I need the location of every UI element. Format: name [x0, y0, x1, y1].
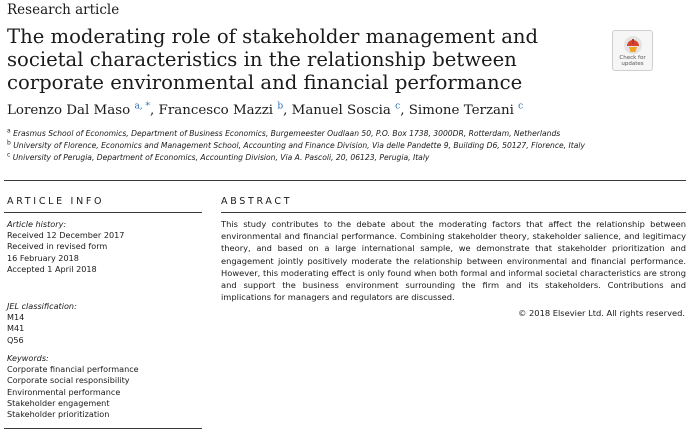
jel-code: M41 — [7, 323, 25, 334]
affiliation-a: $^a$ Erasmus School of Economics, Department of Business Economics, Burgemeester Oudlaan 50, P.O. Box 1738, 3000DR, Rotterdam, Netherlands — [7, 127, 561, 138]
author-name[interactable]: Manuel Soscia — [291, 103, 391, 118]
author-name[interactable]: Lorenzo Dal Maso — [7, 103, 131, 118]
article-info-heading: ARTICLE INFO — [7, 196, 105, 207]
abstract-text: This study contributes to the debate about the moderating factors that affect the relationship between environmental and financial performance. Combining stakeholder theory, stakeholder salience, and legitimacy theory, and based on a large international sample, we demonstrate that stakeholder prioritization and engagement jointly positively moderate the relationship between environmental and financial performance. However, this moderating effect is only found when both formal and informal societal characteristics are strong and support the business environment surrounding the firm and its stakeholders. Contributions and implications for managers and regulators are discussed. — [221, 219, 686, 303]
keyword-item: Corporate social responsibility — [7, 375, 130, 386]
author-name[interactable]: Francesco Mazzi — [158, 103, 274, 118]
history-item: Received 12 December 2017 — [7, 230, 125, 241]
keyword-item: Environmental performance — [7, 386, 121, 397]
author-superscript[interactable]: b — [277, 101, 284, 112]
check-for-updates-badge[interactable] — [612, 30, 653, 71]
abstract-divider — [221, 212, 686, 213]
article-title: The moderating role of stakeholder management and societal characteristics in the relationship between corporate environmental and financial performance — [7, 25, 539, 94]
author-name[interactable]: Simone Terzani — [408, 103, 514, 118]
affiliation-b: $^b$ University of Florence, Economics and Management School, Accounting and Finance Division, Via delle Pandette 9, Building D6, 50127, Florence, Italy — [7, 139, 585, 150]
article-type: Research article — [7, 2, 120, 18]
author-superscript[interactable]: c — [395, 101, 401, 112]
badge-label-line1: Check for — [619, 55, 646, 61]
copyright-notice: © 2018 Elsevier Ltd. All rights reserved. — [518, 308, 685, 318]
keywords — [7, 353, 139, 420]
jel-classification — [7, 301, 77, 346]
author-superscript[interactable]: c — [518, 101, 524, 112]
keywords-label: Keywords: — [7, 353, 49, 363]
article-history — [7, 219, 124, 275]
keyword-item: Stakeholder prioritization — [7, 409, 110, 420]
history-label: Article history: — [7, 219, 67, 229]
jel-code: Q56 — [7, 334, 24, 345]
author-superscript[interactable]: a, * — [134, 101, 151, 112]
affiliation-c: $^c$ University of Perugia, Department of Economics, Accounting Division, Via A. Pascoli, 20, 06123, Perugia, Italy — [7, 151, 430, 162]
history-item: Accepted 1 April 2018 — [7, 263, 97, 274]
check-for-updates-icon — [623, 35, 643, 55]
header-divider — [4, 180, 686, 181]
abstract-heading: ABSTRACT — [221, 196, 293, 207]
keyword-item: Corporate financial performance — [7, 364, 139, 375]
jel-code: M14 — [7, 312, 25, 323]
article-info-divider — [4, 212, 202, 213]
author-list: Lorenzo Dal Maso $^{a, *}$, Francesco Mazzi $^b$, Manuel Soscia $^c$, Simone Terzani $^c$ — [7, 101, 524, 118]
history-item: 16 February 2018 — [7, 252, 79, 263]
jel-label: JEL classification: — [7, 301, 77, 311]
article-info-bottom-rule — [4, 428, 202, 429]
history-item: Received in revised form — [7, 241, 108, 252]
keyword-item: Stakeholder engagement — [7, 397, 110, 408]
badge-label-line2: updates — [621, 61, 644, 67]
